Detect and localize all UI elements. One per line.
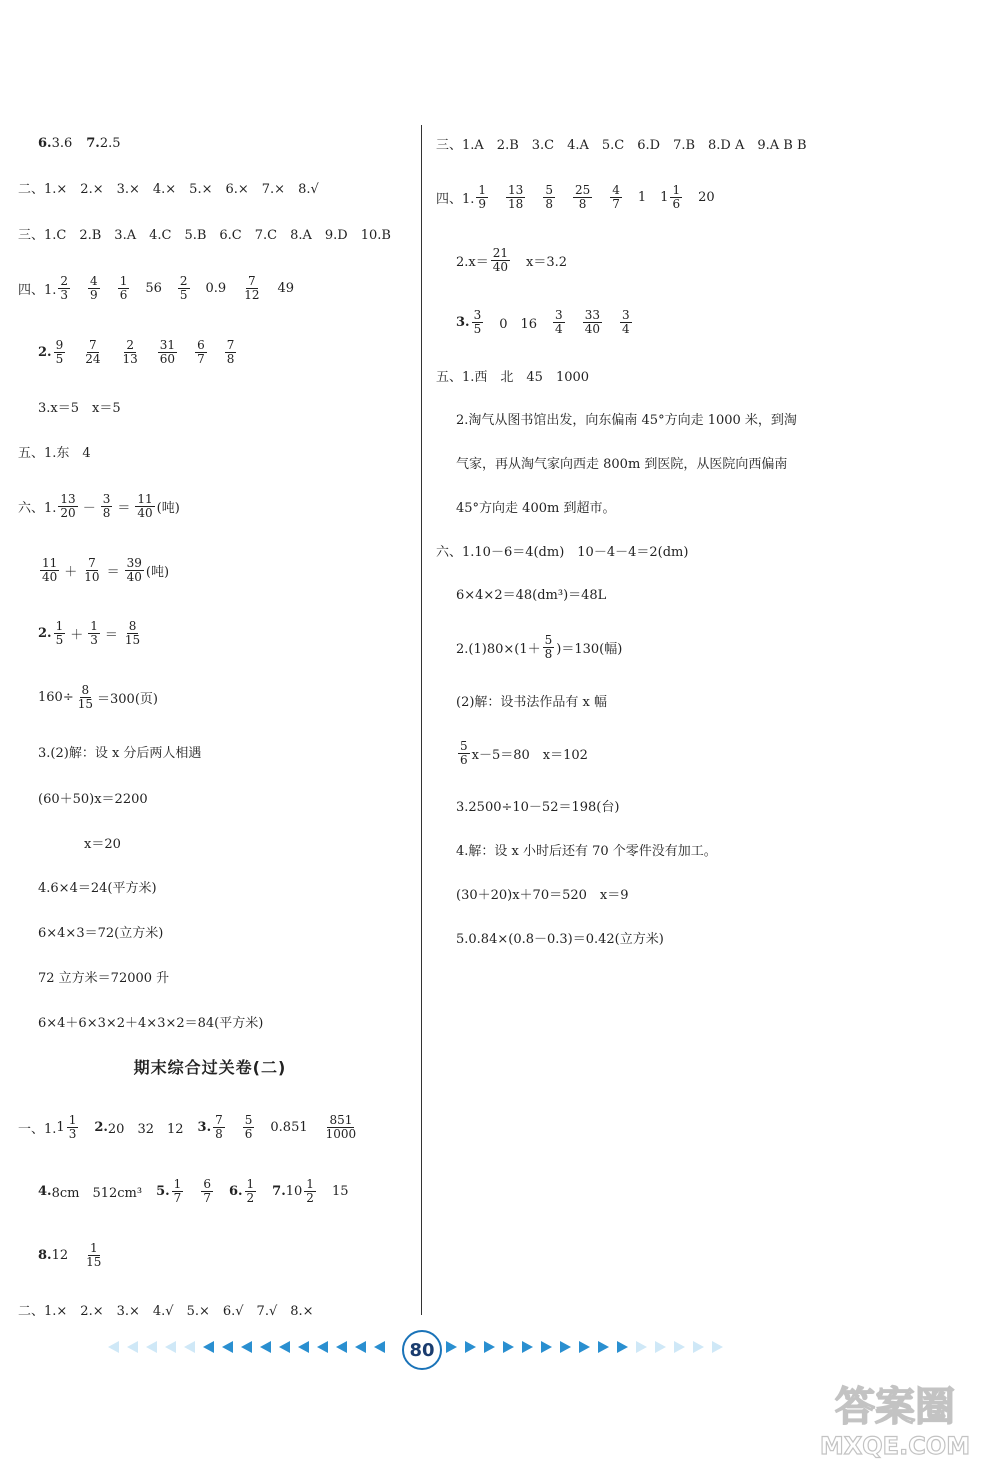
answer-line: 五、1.东 4 — [18, 445, 91, 461]
watermark-logo — [800, 1372, 990, 1462]
fraction: $\frac{5}{6}$ — [244, 1112, 253, 1141]
answer-line: (2)解：设书法作品有 x 幅 — [456, 694, 608, 710]
answer-line: 2.淘气从图书馆出发，向东偏南 45°方向走 1000 米，到淘 — [456, 412, 797, 428]
arrow-right-icon — [674, 1341, 685, 1353]
fraction: $\frac{7}{24}$ — [85, 337, 101, 366]
arrow-right-icon — [484, 1341, 495, 1353]
fraction: $\frac{3}{4}$ — [555, 307, 563, 336]
arrow-right-icon — [598, 1341, 609, 1353]
answer-line: 六、1. $\frac{13}{20}$ － $\frac{3}{8}$ ＝ $\frac{11}{40}$ (吨) — [18, 491, 180, 520]
arrow-right-icon — [465, 1341, 476, 1353]
answer-line: 2.(1)80×(1＋ $\frac{5}{8}$ )＝130(幅) — [456, 632, 623, 661]
answer-line: 3. $\frac{3}{5}$ 0 16 $\frac{3}{4}$ $\frac{33}{40}$ $\frac{3}{4}$ — [456, 307, 630, 336]
answer-line: 六、1.10－6＝4(dm) 10－4－4＝2(dm) — [436, 544, 689, 560]
answer-line: 5.0.84×(0.8－0.3)＝0.42(立方米) — [456, 931, 664, 947]
arrow-left-icon — [222, 1341, 233, 1353]
fraction: $\frac{4}{7}$ — [612, 182, 620, 211]
arrow-left-icon — [108, 1341, 119, 1353]
answer-line: 二、1.× 2.× 3.× 4.√ 5.× 6.√ 7.√ 8.× — [18, 1303, 314, 1319]
arrow-right-icon — [522, 1341, 533, 1353]
arrow-right-icon — [579, 1341, 590, 1353]
answer-line: 6×4×3＝72(立方米) — [38, 925, 164, 941]
fraction: $\frac{39}{40}$ — [126, 555, 142, 584]
answer-line: 二、1.× 2.× 3.× 4.× 5.× 6.× 7.× 8.√ — [18, 181, 319, 197]
answer-line: 五、1.西 北 45 1000 — [436, 369, 590, 385]
fraction: $\frac{8}{15}$ — [124, 618, 141, 647]
fraction: $\frac{5}{8}$ — [544, 632, 553, 661]
fraction: $\frac{1}{2}$ — [306, 1176, 314, 1205]
fraction: $\frac{5}{8}$ — [545, 182, 553, 211]
fraction: $\frac{2}{3}$ — [60, 273, 69, 302]
arrow-left-icon — [336, 1341, 347, 1353]
arrow-right-icon — [541, 1341, 552, 1353]
watermark-text: 答案圈 — [835, 1384, 955, 1430]
arrow-left-icon — [127, 1341, 138, 1353]
arrow-left-icon — [146, 1341, 157, 1353]
fraction: $\frac{1}{3}$ — [68, 1112, 77, 1141]
answer-line: $\frac{5}{6}$ x－5＝80 x＝102 — [460, 738, 588, 767]
page-footer — [100, 1328, 740, 1368]
answer-line: 2.x＝ $\frac{21}{40}$ x＝3.2 — [456, 245, 568, 274]
answer-line: 3.2500÷10－52＝198(台) — [456, 799, 620, 815]
arrow-right-icon — [560, 1341, 571, 1353]
fraction: $\frac{7}{10}$ — [84, 555, 100, 584]
fraction: $\frac{1}{9}$ — [478, 182, 487, 211]
answer-line: x＝20 — [84, 836, 121, 852]
answer-line: 6×4＋6×3×2＋4×3×2＝84(平方米) — [38, 1015, 264, 1031]
answer-line: 6×4×2＝48(dm³)＝48L — [456, 587, 607, 603]
watermark-url: MXQE.COM — [819, 1432, 971, 1460]
fraction: $\frac{1}{5}$ — [55, 618, 64, 647]
fraction: $\frac{3}{8}$ — [102, 491, 111, 520]
answer-line: (30＋20)x＋70＝520 x＝9 — [456, 887, 629, 903]
answer-line: 6. 3.6 7. 2.5 — [38, 135, 121, 151]
fraction: $\frac{1}{7}$ — [173, 1176, 182, 1205]
arrow-left-icon — [184, 1341, 195, 1353]
fraction: $\frac{7}{8}$ — [226, 337, 235, 366]
arrow-left-icon — [374, 1341, 385, 1353]
arrow-left-icon — [241, 1341, 252, 1353]
fraction: $\frac{851}{1000}$ — [325, 1112, 357, 1141]
fraction: $\frac{11}{40}$ — [42, 555, 58, 584]
arrow-right-icon — [636, 1341, 647, 1353]
answer-line: 160÷ $\frac{8}{15}$ ＝300(页) — [38, 682, 158, 711]
answer-line: 4. 8cm 512cm³ 5. $\frac{1}{7}$ $\frac{6}{7}$ 6. $\frac{1}{2}$ 7. 10 $\frac{1}{2}$ 15 — [38, 1176, 349, 1205]
fraction: $\frac{1}{2}$ — [246, 1176, 255, 1205]
answer-line: 4.解：设 x 小时后还有 70 个零件没有加工。 — [456, 843, 717, 859]
arrow-left-icon — [260, 1341, 271, 1353]
fraction: $\frac{3}{5}$ — [473, 307, 482, 336]
arrow-left-icon — [355, 1341, 366, 1353]
fraction: $\frac{4}{9}$ — [90, 273, 98, 302]
fraction: $\frac{1}{3}$ — [90, 618, 98, 647]
arrow-right-icon — [446, 1341, 457, 1353]
arrow-left-icon — [279, 1341, 290, 1353]
answer-line: 72 立方米＝72000 升 — [38, 970, 170, 986]
fraction: $\frac{7}{12}$ — [244, 273, 260, 302]
answer-line: 三、1.A 2.B 3.C 4.A 5.C 6.D 7.B 8.D A 9.A B B — [436, 137, 807, 153]
fraction: $\frac{13}{18}$ — [508, 182, 524, 211]
arrow-right-icon — [712, 1341, 723, 1353]
answer-line: 45°方向走 400m 到超市。 — [456, 500, 616, 516]
arrow-right-icon — [503, 1341, 514, 1353]
fraction: $\frac{13}{20}$ — [60, 491, 76, 520]
fraction: $\frac{21}{40}$ — [492, 245, 509, 274]
answer-line: 一、1. 1 $\frac{1}{3}$ 2. 20 32 12 3. $\frac{7}{8}$ $\frac{5}{6}$ 0.851 $\frac{851}{1000}$ — [18, 1112, 357, 1141]
fraction: $\frac{6}{7}$ — [197, 337, 205, 366]
answer-line: 8. 12 $\frac{1}{15}$ — [38, 1240, 102, 1269]
answer-line: 4.6×4＝24(平方米) — [38, 880, 157, 896]
fraction: $\frac{1}{6}$ — [119, 273, 128, 302]
answer-line: 3.(2)解：设 x 分后两人相遇 — [38, 745, 202, 761]
arrow-right-icon — [655, 1341, 666, 1353]
fraction: $\frac{9}{5}$ — [55, 337, 64, 366]
column-divider — [421, 125, 422, 1315]
fraction: $\frac{25}{8}$ — [574, 182, 591, 211]
answer-line: (60＋50)x＝2200 — [38, 791, 148, 807]
fraction: $\frac{2}{5}$ — [179, 273, 188, 302]
answer-line: 四、1. $\frac{1}{9}$ $\frac{13}{18}$ $\frac{5}{8}$ $\frac{25}{8}$ $\frac{4}{7}$ 1 1 $\frac{1}{6}$ 20 — [436, 182, 715, 211]
fraction: $\frac{31}{60}$ — [159, 337, 176, 366]
arrow-right-icon — [693, 1341, 704, 1353]
fraction: $\frac{33}{40}$ — [584, 307, 600, 336]
arrow-left-icon — [298, 1341, 309, 1353]
fraction: $\frac{1}{6}$ — [672, 182, 681, 211]
answer-line: 气家，再从淘气家向西走 800m 到医院，从医院向西偏南 — [456, 456, 788, 472]
fraction: $\frac{3}{4}$ — [621, 307, 630, 336]
arrow-left-icon — [317, 1341, 328, 1353]
section-heading: 期末综合过关卷(二) — [133, 1058, 287, 1077]
arrow-left-icon — [165, 1341, 176, 1353]
page-number: 80 — [402, 1330, 442, 1370]
fraction: $\frac{5}{6}$ — [460, 738, 468, 767]
fraction: $\frac{11}{40}$ — [137, 491, 153, 520]
answer-line: $\frac{11}{40}$ ＋ $\frac{7}{10}$ ＝ $\frac{39}{40}$ (吨) — [42, 555, 170, 584]
fraction: $\frac{8}{15}$ — [77, 682, 93, 711]
answer-line: 2. $\frac{9}{5}$ $\frac{7}{24}$ $\frac{2}{13}$ $\frac{31}{60}$ $\frac{6}{7}$ $\frac{7}{8}$ — [38, 337, 235, 366]
fraction: $\frac{2}{13}$ — [122, 337, 138, 366]
fraction: $\frac{7}{8}$ — [215, 1112, 223, 1141]
fraction: $\frac{1}{15}$ — [86, 1240, 102, 1269]
fraction: $\frac{6}{7}$ — [203, 1176, 211, 1205]
answer-line: 三、1.C 2.B 3.A 4.C 5.B 6.C 7.C 8.A 9.D 10.B — [18, 227, 391, 243]
arrow-left-icon — [203, 1341, 214, 1353]
arrow-right-icon — [617, 1341, 628, 1353]
answer-line: 3.x＝5 x＝5 — [38, 400, 121, 416]
answer-line: 2. $\frac{1}{5}$ ＋ $\frac{1}{3}$ ＝ $\frac{8}{15}$ — [38, 618, 141, 647]
answer-line: 四、1. $\frac{2}{3}$ $\frac{4}{9}$ $\frac{1}{6}$ 56 $\frac{2}{5}$ 0.9 $\frac{7}{12}$ 49 — [18, 273, 295, 302]
